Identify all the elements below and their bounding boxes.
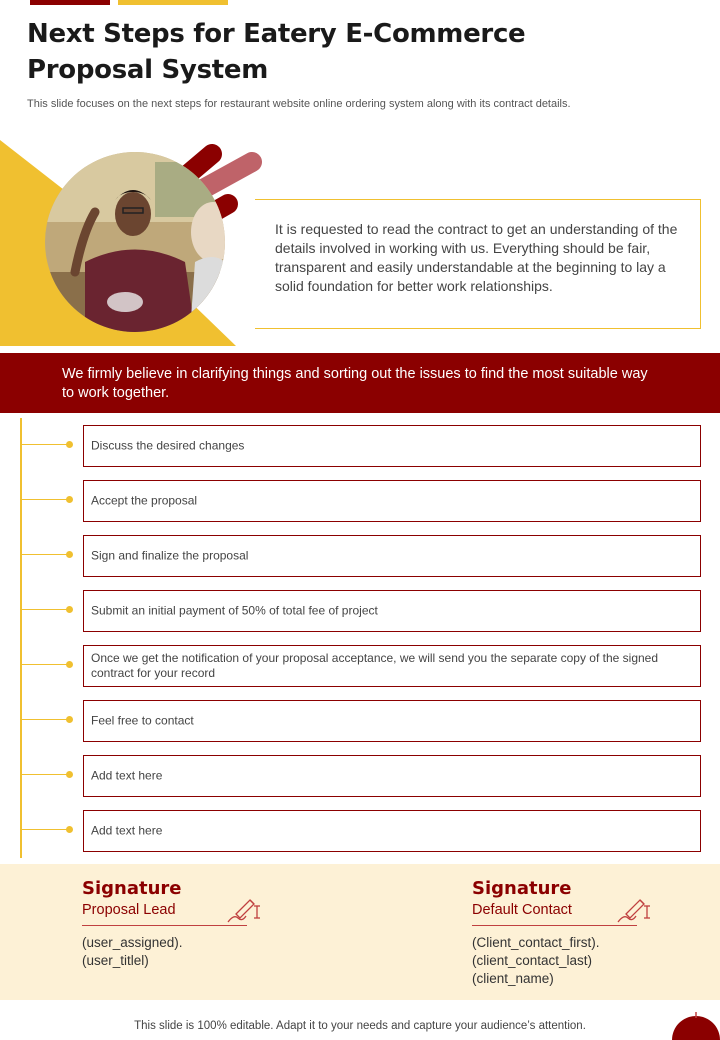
step-dot xyxy=(66,661,73,668)
step-text: Once we get the notification of your proposal acceptance, we will send you the separate copy of the signed contract for your record xyxy=(91,651,659,680)
signature-block-default-contact xyxy=(472,878,672,988)
pen-signature-icon xyxy=(224,896,264,926)
signature-block-proposal-lead xyxy=(82,878,282,970)
step-text: Feel free to contact xyxy=(91,713,194,728)
step-text: Add text here xyxy=(91,823,163,838)
step-text: Submit an initial payment of 50% of total fee of project xyxy=(91,603,378,618)
signature-detail-line: (client_contact_last) xyxy=(472,953,593,968)
timeline-rail xyxy=(20,418,22,858)
step-dot xyxy=(66,771,73,778)
step-connector xyxy=(22,609,69,610)
signature-line xyxy=(472,925,637,926)
step-item-1 xyxy=(83,425,701,467)
signature-detail-line: (user_titlel) xyxy=(82,953,149,968)
belief-banner xyxy=(0,353,720,413)
signature-heading: Signature xyxy=(472,878,572,899)
signature-details xyxy=(472,934,672,988)
intro-text: It is requested to read the contract to get an understanding of the details involved in working with us. Everything should be fair, transparent and easily understandable at the beginning to lay a solid foundation for better work relationships. xyxy=(275,221,678,294)
step-text: Add text here xyxy=(91,768,163,783)
pen-signature-icon xyxy=(614,896,654,926)
banner-text: We firmly believe in clarifying things and sorting out the issues to find the most suitable way to work together. xyxy=(62,366,648,401)
footer-note: This slide is 100% editable. Adapt it to your needs and capture your audience’s attention. xyxy=(134,1020,586,1032)
step-connector xyxy=(22,499,69,500)
signature-detail-line: (user_assigned). xyxy=(82,935,183,950)
step-connector xyxy=(22,829,69,830)
step-text: Sign and finalize the proposal xyxy=(91,548,249,563)
signature-section xyxy=(0,864,720,1000)
step-dot xyxy=(66,826,73,833)
step-text: Discuss the desired changes xyxy=(91,438,245,453)
step-item-7 xyxy=(83,755,701,797)
top-accent-bar-red xyxy=(30,0,110,5)
step-item-3 xyxy=(83,535,701,577)
signature-detail-line: (client_name) xyxy=(472,971,554,986)
step-dot xyxy=(66,716,73,723)
step-dot xyxy=(66,551,73,558)
signature-details xyxy=(82,934,282,970)
step-connector xyxy=(22,554,69,555)
corner-semicircle-decor xyxy=(672,1012,720,1040)
meeting-photo xyxy=(45,152,225,332)
top-accent-bar-yellow xyxy=(118,0,228,5)
step-connector xyxy=(22,719,69,720)
signature-detail-line: (Client_contact_first). xyxy=(472,935,600,950)
step-text: Accept the proposal xyxy=(91,493,198,508)
step-dot xyxy=(66,606,73,613)
step-connector xyxy=(22,664,69,665)
intro-box xyxy=(255,199,701,329)
signature-heading: Signature xyxy=(82,878,182,899)
step-item-6 xyxy=(83,700,701,742)
signature-role: Default Contact xyxy=(472,902,572,918)
step-item-2 xyxy=(83,480,701,522)
step-item-8 xyxy=(83,810,701,852)
person-image xyxy=(45,152,225,332)
hero-section xyxy=(0,132,720,352)
steps-list xyxy=(0,418,720,858)
step-connector xyxy=(22,444,69,445)
step-connector xyxy=(22,774,69,775)
step-item-4 xyxy=(83,590,701,632)
signature-role: Proposal Lead xyxy=(82,902,176,918)
step-dot xyxy=(66,441,73,448)
page-title: Next Steps for Eatery E-Commerce Proposal System xyxy=(27,19,526,85)
signature-line xyxy=(82,925,247,926)
step-item-5 xyxy=(83,645,701,687)
page-subtitle: This slide focuses on the next steps for restaurant website online ordering system along with its contract details. xyxy=(27,98,571,110)
step-dot xyxy=(66,496,73,503)
